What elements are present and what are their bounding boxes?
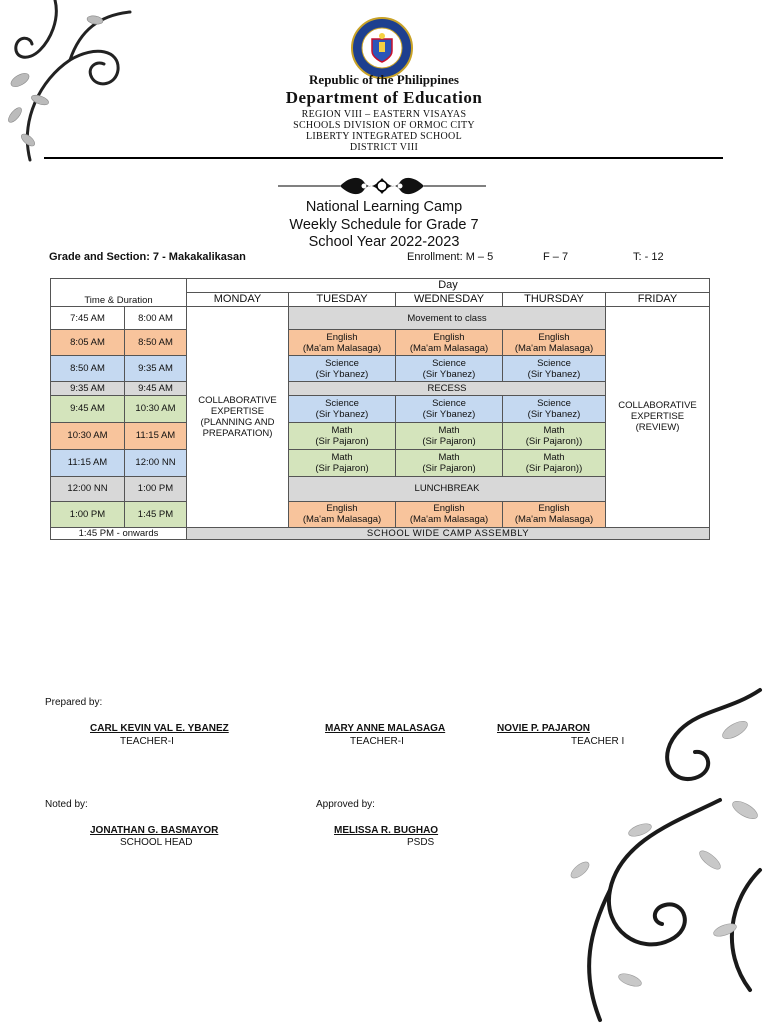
approved-by-label: Approved by: [316,799,375,810]
time-start: 7:45 AM [51,307,125,330]
time-start: 8:50 AM [51,356,125,382]
day-monday: MONDAY [187,293,289,307]
friday-collab-cell: COLLABORATIVE EXPERTISE (REVIEW) [606,307,710,528]
recess-cell: RECESS [289,382,606,396]
subject-cell: Science (Sir Ybanez) [289,396,396,422]
teacher3-name: NOVIE P. PAJARON [497,723,590,734]
time-start: 9:35 AM [51,382,125,396]
region-label: REGION VIII – EASTERN VISAYAS [301,109,467,120]
table-row [51,527,710,539]
time-end: 1:45 PM [125,501,187,527]
time-end: 8:50 AM [125,330,187,356]
teacher1-role: TEACHER-I [120,736,174,747]
subject-cell: Math (Sir Pajaron) [396,449,503,476]
day-header: Day [187,279,710,293]
time-start: 10:30 AM [51,422,125,449]
time-end: 10:30 AM [125,396,187,422]
teacher3-role: TEACHER I [571,736,625,747]
time-end: 1:00 PM [125,476,187,501]
swirl-decoration-bottom-right [560,670,768,1024]
subject-cell: Science (Sir Ybanez) [396,356,503,382]
time-duration-header: Time & Duration [51,279,187,307]
subject-cell: English (Ma'am Malasaga) [396,501,503,527]
district-label: DISTRICT VIII [349,142,419,153]
subject-cell: English (Ma'am Malasaga) [503,501,606,527]
subject-cell: Math (Sir Pajaron)) [503,449,606,476]
division-label: SCHOOLS DIVISION OF ORMOC CITY [293,120,475,131]
school-label: LIBERTY INTEGRATED SCHOOL [306,131,462,142]
time-end: 12:00 NN [125,449,187,476]
time-end: 9:45 AM [125,382,187,396]
table-row [51,307,710,330]
teacher2-name: MARY ANNE MALASAGA [325,723,446,734]
subject-cell: Science (Sir Ybanez) [289,356,396,382]
day-tuesday: TUESDAY [289,293,396,307]
teacher2-role: TEACHER-I [350,736,404,747]
subject-cell: Science (Sir Ybanez) [396,396,503,422]
school-head-name: JONATHAN G. BASMAYOR [90,825,219,836]
time-end: 8:00 AM [125,307,187,330]
day-thursday: THURSDAY [503,293,606,307]
subject-cell: Math (Sir Pajaron) [289,422,396,449]
lunchbreak-cell: LUNCHBREAK [289,476,606,501]
subject-cell: Math (Sir Pajaron) [396,422,503,449]
deped-seal-icon [343,17,421,79]
monday-collab-cell: COLLABORATIVE EXPERTISE (PLANNING AND PREPARATION) [187,307,289,528]
day-wednesday: WEDNESDAY [396,293,503,307]
time-start: 1:00 PM [51,501,125,527]
psds-name: MELISSA R. BUGHAO [334,825,439,836]
assembly-cell: SCHOOL WIDE CAMP ASSEMBLY [187,527,710,539]
time-start: 11:15 AM [51,449,125,476]
time-start: 12:00 NN [51,476,125,501]
teacher1-name: CARL KEVIN VAL E. YBANEZ [90,723,229,734]
time-end: 11:15 AM [125,422,187,449]
grade-section-label: Grade and Section: 7 - Makakalikasan [49,251,246,263]
camp-title: National Learning Camp [305,199,463,215]
enrollment-male: Enrollment: M – 5 [407,251,494,263]
subject-cell: English (Ma'am Malasaga) [396,330,503,356]
republic-label: Republic of the Philippines [309,72,459,87]
time-start: 8:05 AM [51,330,125,356]
subject-cell: English (Ma'am Malasaga) [289,501,396,527]
subject-cell: Math (Sir Pajaron) [289,449,396,476]
prepared-by-label: Prepared by: [45,697,103,708]
enrollment-female: F – 7 [543,251,569,263]
enrollment-total: T: - 12 [633,251,664,263]
ornament-divider-icon [278,172,486,200]
noted-by-label: Noted by: [45,799,88,810]
schedule-title: Weekly Schedule for Grade 7 [289,217,479,233]
schedule-table [50,278,710,540]
department-title: Department of Education [285,88,483,107]
subject-cell: English (Ma'am Malasaga) [503,330,606,356]
last-row-time: 1:45 PM - onwards [51,527,187,539]
time-start: 9:45 AM [51,396,125,422]
school-head-role: SCHOOL HEAD [120,837,193,848]
psds-role: PSDS [407,837,435,848]
school-year-title: School Year 2022-2023 [308,234,460,250]
day-friday: FRIDAY [606,293,710,307]
subject-cell: Math (Sir Pajaron)) [503,422,606,449]
header-divider [44,157,723,159]
movement-cell: Movement to class [289,307,606,330]
time-end: 9:35 AM [125,356,187,382]
subject-cell: Science (Sir Ybanez) [503,356,606,382]
subject-cell: English (Ma'am Malasaga) [289,330,396,356]
subject-cell: Science (Sir Ybanez) [503,396,606,422]
